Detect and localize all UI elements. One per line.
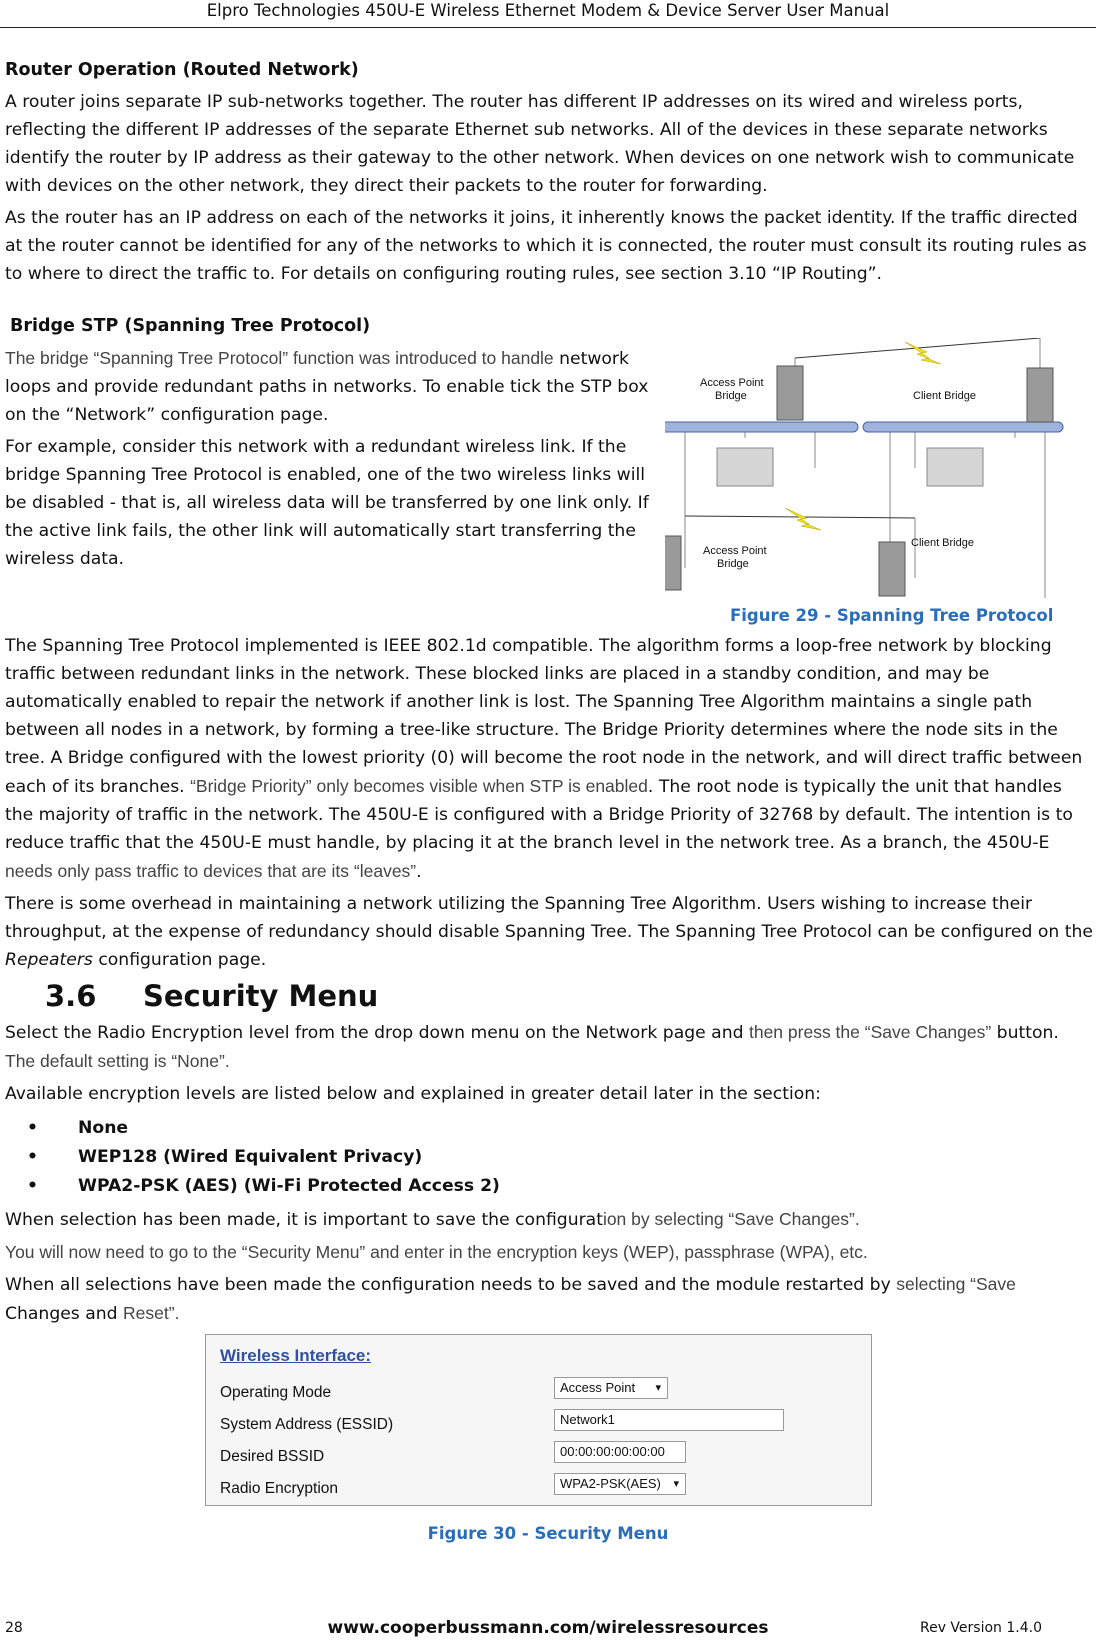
spanning-tree-diagram	[665, 338, 1085, 598]
stp-paragraph-4	[5, 890, 1093, 974]
list-item	[27, 1172, 1093, 1201]
sec-p5-c: Changes and	[5, 1304, 124, 1324]
stp-p3-e: .	[416, 862, 422, 882]
sec-p1-a: Select the Radio Encryption level from the drop down menu on the Network page and	[5, 1023, 749, 1043]
router-paragraph-2: As the router has an IP address on each of the networks it joins, it inherently knows the packet identity. If the traffic directed at the router cannot be identified for any of the networks to which it is connected, the router must consult its routing rules as to where to direct the traffic to. For details on configuring routing rules, see section 3.10 “IP Routing”.	[5, 208, 1087, 284]
sec-p1-c: button.	[991, 1023, 1059, 1043]
list-item	[27, 1143, 1093, 1172]
radio-encryption-value: WPA2-PSK(AES)	[560, 1476, 661, 1491]
page-number: 28	[5, 1620, 23, 1636]
bssid-input[interactable]: 00:00:00:00:00:00	[554, 1441, 686, 1463]
sec-p5-a: When all selections have been made the configuration needs to be saved and the module restarted by	[5, 1275, 897, 1295]
stp-section	[5, 312, 1093, 632]
stp-p4-c: configuration page.	[92, 950, 267, 970]
list-item	[27, 1114, 1093, 1143]
level-wpa2: WPA2-PSK (AES) (Wi-Fi Protected Access 2)	[78, 1176, 500, 1196]
sec-p1-d: The default setting is “None”.	[5, 1051, 230, 1071]
security-heading	[45, 979, 1093, 1013]
operating-mode-label: Operating Mode	[220, 1384, 332, 1401]
stp-p3-d: needs only pass traffic to devices that are its “leaves”	[5, 861, 417, 881]
security-paragraph-1	[5, 1018, 1093, 1076]
computer-icon	[717, 448, 773, 486]
header-title: Elpro Technologies 450U-E Wireless Ethernet Modem & Device Server User Manual	[206, 1, 890, 20]
bssid-label: Desired BSSID	[220, 1448, 325, 1465]
label-ap-top: Access Point	[700, 377, 764, 389]
bullet: •	[27, 1147, 38, 1167]
security-paragraph-4: You will now need to go to the “Security Menu” and enter in the encryption keys (WEP), passphrase (WPA), etc.	[5, 1242, 868, 1262]
radio-encryption-select[interactable]	[554, 1473, 686, 1495]
wireless-interface-screenshot	[205, 1334, 872, 1506]
router-paragraph-1: A router joins separate IP sub-networks together. The router has different IP addresses on its wired and wireless ports, reflecting the different IP addresses of the separate Ethernet sub networks. All of the devices in these separate networks identify the router by IP address as their gateway to the other network. When devices on one network wish to communicate with devices on the other network, they direct their packets to the router for forwarding.	[5, 92, 1075, 196]
stp-paragraph-1	[5, 344, 660, 429]
stp-paragraph-3	[5, 632, 1093, 886]
bullet: •	[27, 1176, 38, 1196]
level-wep128: WEP128 (Wired Equivalent Privacy)	[78, 1147, 423, 1167]
radio-modem-icon	[777, 366, 803, 420]
stp-paragraph-2: For example, consider this network with a redundant wireless link. If the bridge Spanning Tree Protocol is enabled, one of the two wireless links will be disabled - that is, all wireless data will be transferred by one link only. If the active link fails, the other link will automatically start transferring the wireless data.	[5, 437, 649, 569]
sec-p3-a: When selection has been made, it is important to save the configurat	[5, 1210, 603, 1230]
footer-url[interactable]: www.cooperbussmann.com/wirelessresources	[327, 1618, 769, 1638]
operating-mode-value: Access Point	[560, 1380, 636, 1395]
lightning-icon	[905, 342, 941, 364]
stp-text-column	[5, 312, 660, 577]
security-paragraph-2: Available encryption levels are listed below and explained in greater detail later in the section:	[5, 1084, 821, 1104]
page-footer	[0, 1618, 1096, 1642]
radio-modem-icon	[879, 542, 905, 596]
figure-30-caption: Figure 30 - Security Menu	[427, 1524, 669, 1543]
section-title: Security Menu	[143, 979, 379, 1013]
label-ap-top-2: Bridge	[715, 390, 747, 402]
chevron-down-icon: ▾	[673, 1478, 679, 1490]
sec-p1-b: then press the “Save Changes”	[748, 1022, 992, 1042]
essid-input[interactable]: Network1	[554, 1409, 784, 1431]
lightning-icon	[785, 508, 821, 530]
computer-icon	[927, 448, 983, 486]
sec-p5-b: selecting “Save	[896, 1274, 1016, 1294]
router-heading: Router Operation (Routed Network)	[5, 60, 359, 80]
radio-modem-icon	[1027, 368, 1053, 422]
security-paragraph-5	[5, 1270, 1093, 1328]
network-bus-right	[863, 422, 1063, 432]
essid-label: System Address (ESSID)	[220, 1416, 394, 1433]
level-none: None	[78, 1118, 129, 1138]
revision: Rev Version 1.4.0	[919, 1620, 1042, 1636]
stp-p4-repeaters: Repeaters	[5, 950, 93, 970]
label-ap-bottom: Access Point	[703, 545, 767, 557]
page-content	[5, 56, 1093, 1548]
figure-29-caption: Figure 29 - Spanning Tree Protocol	[730, 606, 1054, 625]
label-cb-bottom: Client Bridge	[911, 537, 974, 549]
stp-p3-a: The Spanning Tree Protocol implemented is IEEE 802.1d compatible. The algorithm forms a loop-free network by blocking traffic between redundant links in the network. These blocked links are placed in a standby condition, and may be automatically enabled to repair the network if another link is lost. The Spanning Tree Algorithm maintains a single path between all nodes in a network, by forming a tree-like structure. The Bridge Priority determines where the node sits in the tree. A Bridge configured with the lowest priority (0) will become the root node in the network, and will direct traffic between each of its branches.	[5, 636, 1083, 797]
security-paragraph-3	[5, 1205, 1093, 1234]
radio-modem-icon	[665, 536, 681, 590]
page-header	[0, 0, 1096, 28]
chevron-down-icon: ▾	[655, 1382, 661, 1394]
network-bus-left	[665, 422, 858, 432]
radio-encryption-label: Radio Encryption	[220, 1480, 339, 1497]
stp-heading: Bridge STP (Spanning Tree Protocol)	[10, 316, 371, 336]
operating-mode-select[interactable]	[554, 1377, 668, 1399]
label-cb-top: Client Bridge	[913, 390, 976, 402]
stp-p3-b: “Bridge Priority” only becomes visible when STP is enabled	[190, 776, 648, 796]
encryption-level-list	[27, 1114, 1093, 1201]
wireless-interface-title: Wireless Interface:	[220, 1346, 372, 1365]
stp-p3-c: . The root node is typically the unit that handles the majority of traffic in the network. The 450U-E is configured with a Bridge Priority of 32768 by default. The intention is to reduce traffic that the 450U-E must handle, by placing it at the branch level in the network tree. As a branch, the 450U-E	[5, 777, 1073, 853]
stp-p1-sans: The bridge “Spanning Tree Protocol” function was introduced to handle	[5, 348, 554, 368]
sec-p3-b: ion by selecting “Save Changes”.	[602, 1209, 860, 1229]
section-number: 3.6	[45, 979, 97, 1013]
stp-p4-a: There is some overhead in maintaining a network utilizing the Spanning Tree Algorithm. Users wishing to increase their throughput, at the expense of redundancy should disable Spanning Tree. The Spanning Tree Protocol can be configured on the	[5, 894, 1093, 942]
stp-p1-rest: network loops and provide redundant paths in networks. To enable tick the STP box on the “Network” configuration page.	[5, 349, 649, 425]
bullet: •	[27, 1118, 38, 1138]
label-ap-bottom-2: Bridge	[717, 558, 749, 570]
sec-p5-d: Reset”.	[123, 1303, 180, 1323]
